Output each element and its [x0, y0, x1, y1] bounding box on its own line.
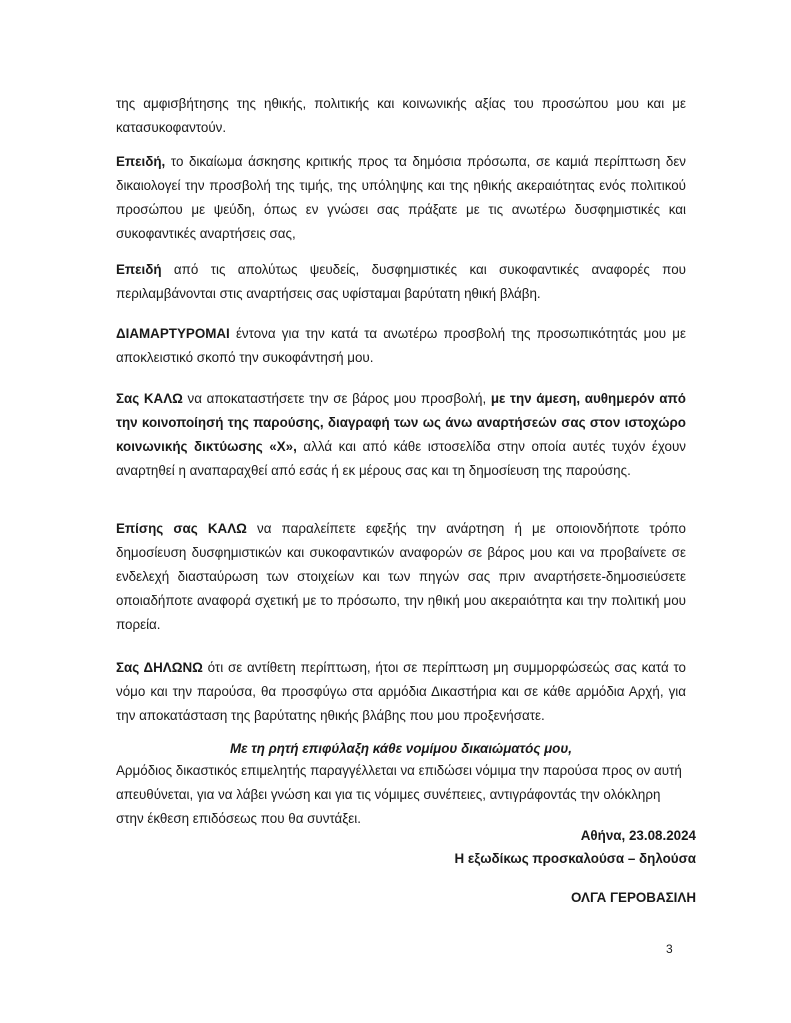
paragraph-text: να αποκαταστήσετε την σε βάρος μου προσβολή, [182, 391, 491, 406]
paragraph-text: το δικαίωμα άσκησης κριτικής προς τα δημόσια πρόσωπα, σε καμιά περίπτωση δεν δικαιολογεί την προσβολή της τιμής, της υπόληψης και της ηθικής ακεραιότητας ενός πολιτικού προσώπου με ψεύδη, όπως εν γνώσει σας πράξατε με τις ανωτέρω δυσφημιστικές και συκοφαντικές αναρτήσεις σας, [116, 154, 686, 241]
place-date: Αθήνα, 23.08.2024 [580, 828, 696, 843]
paragraph-lead: Επειδή [116, 262, 162, 277]
paragraph-call [116, 387, 686, 483]
signatory-role: Η εξωδίκως προσκαλούσα – δηλούσα [454, 851, 696, 866]
page-number: 3 [666, 942, 673, 956]
paragraph-lead: ΔΙΑΜΑΡΤΥΡΟΜΑΙ [116, 326, 230, 341]
paragraph-bold-text: με την άμεση, αυθημερόν από την κοινοποίησή της παρούσης, διαγραφή των ως άνω αναρτήσεών σας στον ιστοχώρο κοινωνικής δικτύωσης «Χ», [116, 391, 686, 454]
signatory-name: ΟΛΓΑ ΓΕΡΟΒΑΣΙΛΗ [571, 890, 696, 905]
paragraph-lead: Επίσης σας ΚΑΛΩ [116, 521, 247, 536]
paragraph-text: ότι σε αντίθετη περίπτωση, ήτοι σε περίπτωση μη συμμορφώσεώς σας κατά το νόμο και την παρούσα, θα προσφύγω στα αρμόδια Δικαστήρια και σε κάθε αρμόδια Αρχή, για την αποκατάσταση της βαρύτατης ηθικής βλάβης που μου προξενήσατε. [116, 660, 687, 723]
service-instruction: Αρμόδιος δικαστικός επιμελητής παραγγέλλεται να επιδώσει νόμιμα την παρούσα προς ον αυτή απευθύνεται, για να λάβει γνώση και για τις νόμιμες συνέπειες, αντιγράφοντάς την ολόκληρη στην έκθεση επιδόσεως που θα συντάξει. [116, 763, 682, 826]
paragraph-lead: Σας ΔΗΛΩΝΩ [116, 660, 203, 675]
paragraph-protest [116, 322, 686, 370]
reservation-line: Με τη ρητή επιφύλαξη κάθε νομίμου δικαιώματός μου, [229, 741, 572, 756]
paragraph-epeidi-1 [116, 150, 686, 246]
paragraph-text: αλλά και από κάθε ιστοσελίδα στην οποία αυτές τυχόν έχουν αναρτηθεί η αναπαραχθεί από εσάς ή εκ μέρους σας και τη δημοσίευση της παρούσης. [116, 439, 686, 478]
paragraph-text: να παραλείπετε εφεξής την ανάρτηση ή με οποιονδήποτε τρόπο δημοσίευση δυσφημιστικών και συκοφαντικών αναφορών σε βάρος μου και να προβαίνετε σε ενδελεχή διασταύρωση των στοιχείων και των πηγών σας πριν αναρτήσετε-δημοσιεύσετε οποιαδήποτε αναφορά σχετική με το πρόσωπο, την ηθική μου ακεραιότητα και την πολιτική μου πορεία. [116, 521, 687, 632]
paragraph-epeidi-2 [116, 258, 686, 306]
paragraph-also-call [116, 517, 686, 637]
paragraph-lead: Σας ΚΑΛΩ [116, 391, 183, 406]
paragraph-declare [116, 656, 686, 728]
paragraph-lead: Επειδή, [116, 154, 166, 169]
paragraph-text: της αμφισβήτησης της ηθικής, πολιτικής και κοινωνικής αξίας του προσώπου μου και με κατασυκοφαντούν. [116, 96, 686, 135]
paragraph-text: από τις απολύτως ψευδείς, δυσφημιστικές και συκοφαντικές αναφορές που περιλαμβάνονται στις αναρτήσεις σας υφίσταμαι βαρύτατη ηθική βλάβη. [116, 262, 686, 301]
paragraph-text: έντονα για την κατά τα ανωτέρω προσβολή της προσωπικότητάς μου με αποκλειστικό σκοπό την συκοφάντησή μου. [116, 326, 686, 365]
paragraph-continuation [116, 92, 686, 140]
